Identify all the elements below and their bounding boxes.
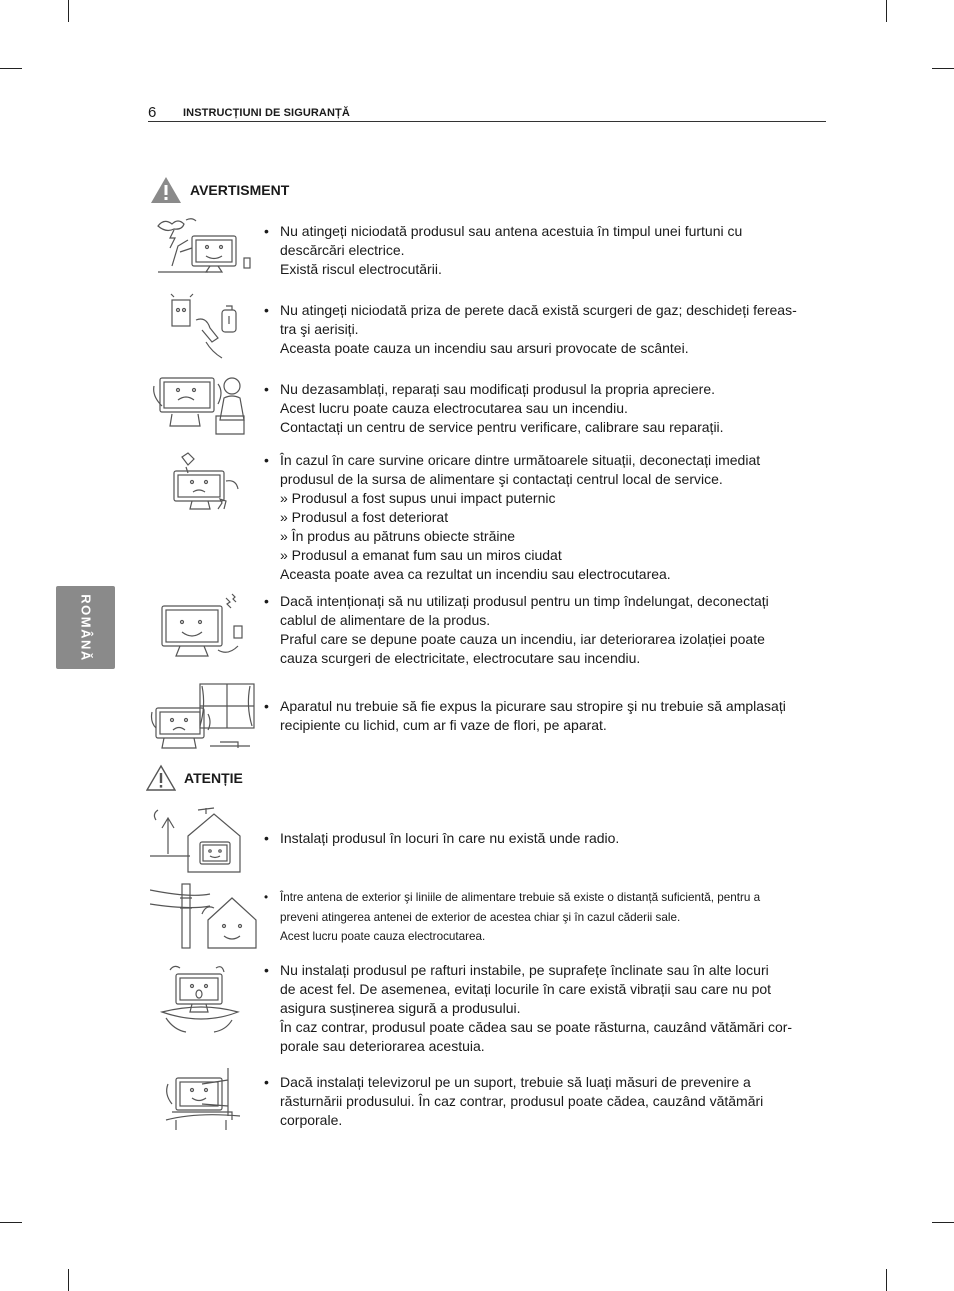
warning-item-4: • În cazul în care survine oricare dintre următoarele situații, deconectați imediat produsul de la sursa de alimentare şi contactați centrul local de service. » Produsul a fost supus unui impact puternic » Produsul a fost deteriorat » În produs au pătruns obiecte străine » Produsul a emanat fum sau un miros ciudat Aceasta poate avea ca rezultat un incendiu sau electrocutarea. [264,452,761,582]
crop-mark [886,1269,887,1291]
illustration-damaged-tv [164,451,246,521]
caution-label: ATENȚIE [184,770,243,786]
caution-item-3: • Nu instalați produsul pe rafturi instabile, pe suprafețe înclinate sau în alte locuri de acest fel. De asemenea, evitați locurile în care există vibrații sau care nu pot asigura susținerea sigură a produsului. În caz contrar, produsul poate cădea sau se poate răsturna, cauzând vătămări cor- porale sau deteriorarea acestuia. [264,962,793,1054]
crop-mark [0,68,22,69]
caution-item-2: • Între antena de exterior şi liniile de alimentare trebuie să existe o distanță suficientă, pentru a preveni atingerea antenei de exterior de acestea chiar şi în cazul căderii sale. Acest lucru poate cauza electrocutarea. [264,891,761,943]
warning-item-2: • Nu atingeți niciodată priza de perete dacă există scurgeri de gaz; deschideți fereas- tra şi aerisiți. Aceasta poate cauza un incendiu sau arsuri provocate de scântei. [264,302,797,356]
illustration-radio-tower [148,806,248,874]
caution-section-header [146,764,243,792]
warning-item-3: • Nu dezasamblați, reparați sau modificați produsul la propria apreciere. Acest lucru poate cauza electrocutarea sau un incendiu. Contactați un centru de service pentru verificare, calibrare sau reparații. [264,381,724,435]
caution-item-4: • Dacă instalați televizorul pe un suport, trebuie să luați măsuri de prevenire a răsturnării produsului. În caz contrar, produsul poate cădea, cauzând vătămări corporale. [264,1074,764,1128]
language-label: ROMÂNĂ [78,593,93,662]
illustration-antenna-power-line [150,880,258,952]
warning-label: AVERTISMENT [190,182,290,198]
crop-mark [932,68,954,69]
warning-triangle-icon [150,176,182,204]
warning-item-6: • Aparatul nu trebuie să fie expus la picurare sau stropire şi nu trebuie să amplasați recipiente cu lichid, cum ar fi vaze de flori, pe aparat. [264,698,786,733]
crop-mark [0,1222,22,1223]
crop-mark [886,0,887,22]
caution-item-1: • Instalați produsul în locuri în care nu există unde radio. [264,830,620,846]
warning-item-5: • Dacă intenționați să nu utilizați produsul pentru un timp îndelungat, deconectați cablul de alimentare de la produs. Praful care se depune poate cauza un incendiu, iar deteriorarea izolației poate cauza scurgeri de electricitate, electrocutare sau incendiu. [264,593,769,666]
warning-item-1: • Nu atingeți niciodată produsul sau antena acestuia în timpul unei furtuni cu descărcări electrice. Există riscul electrocutării. [264,223,743,277]
header-rule [148,121,826,122]
crop-mark [68,1269,69,1291]
illustration-wall-stand [162,1064,244,1130]
illustration-unstable-shelf [156,962,242,1036]
crop-mark [68,0,69,22]
language-side-tab [56,586,115,669]
page-number: 6 [148,104,157,121]
warning-section-header [150,176,289,204]
illustration-disassemble-tv [152,372,258,442]
page-header-title: INSTRUCȚIUNI DE SIGURANȚĂ [183,107,350,119]
illustration-gas-outlet [166,292,246,362]
illustration-unplugged-tv [156,592,250,664]
caution-triangle-icon [146,764,176,792]
illustration-window-vase [150,680,258,754]
crop-mark [932,1222,954,1223]
illustration-tv-lightning [152,216,262,278]
